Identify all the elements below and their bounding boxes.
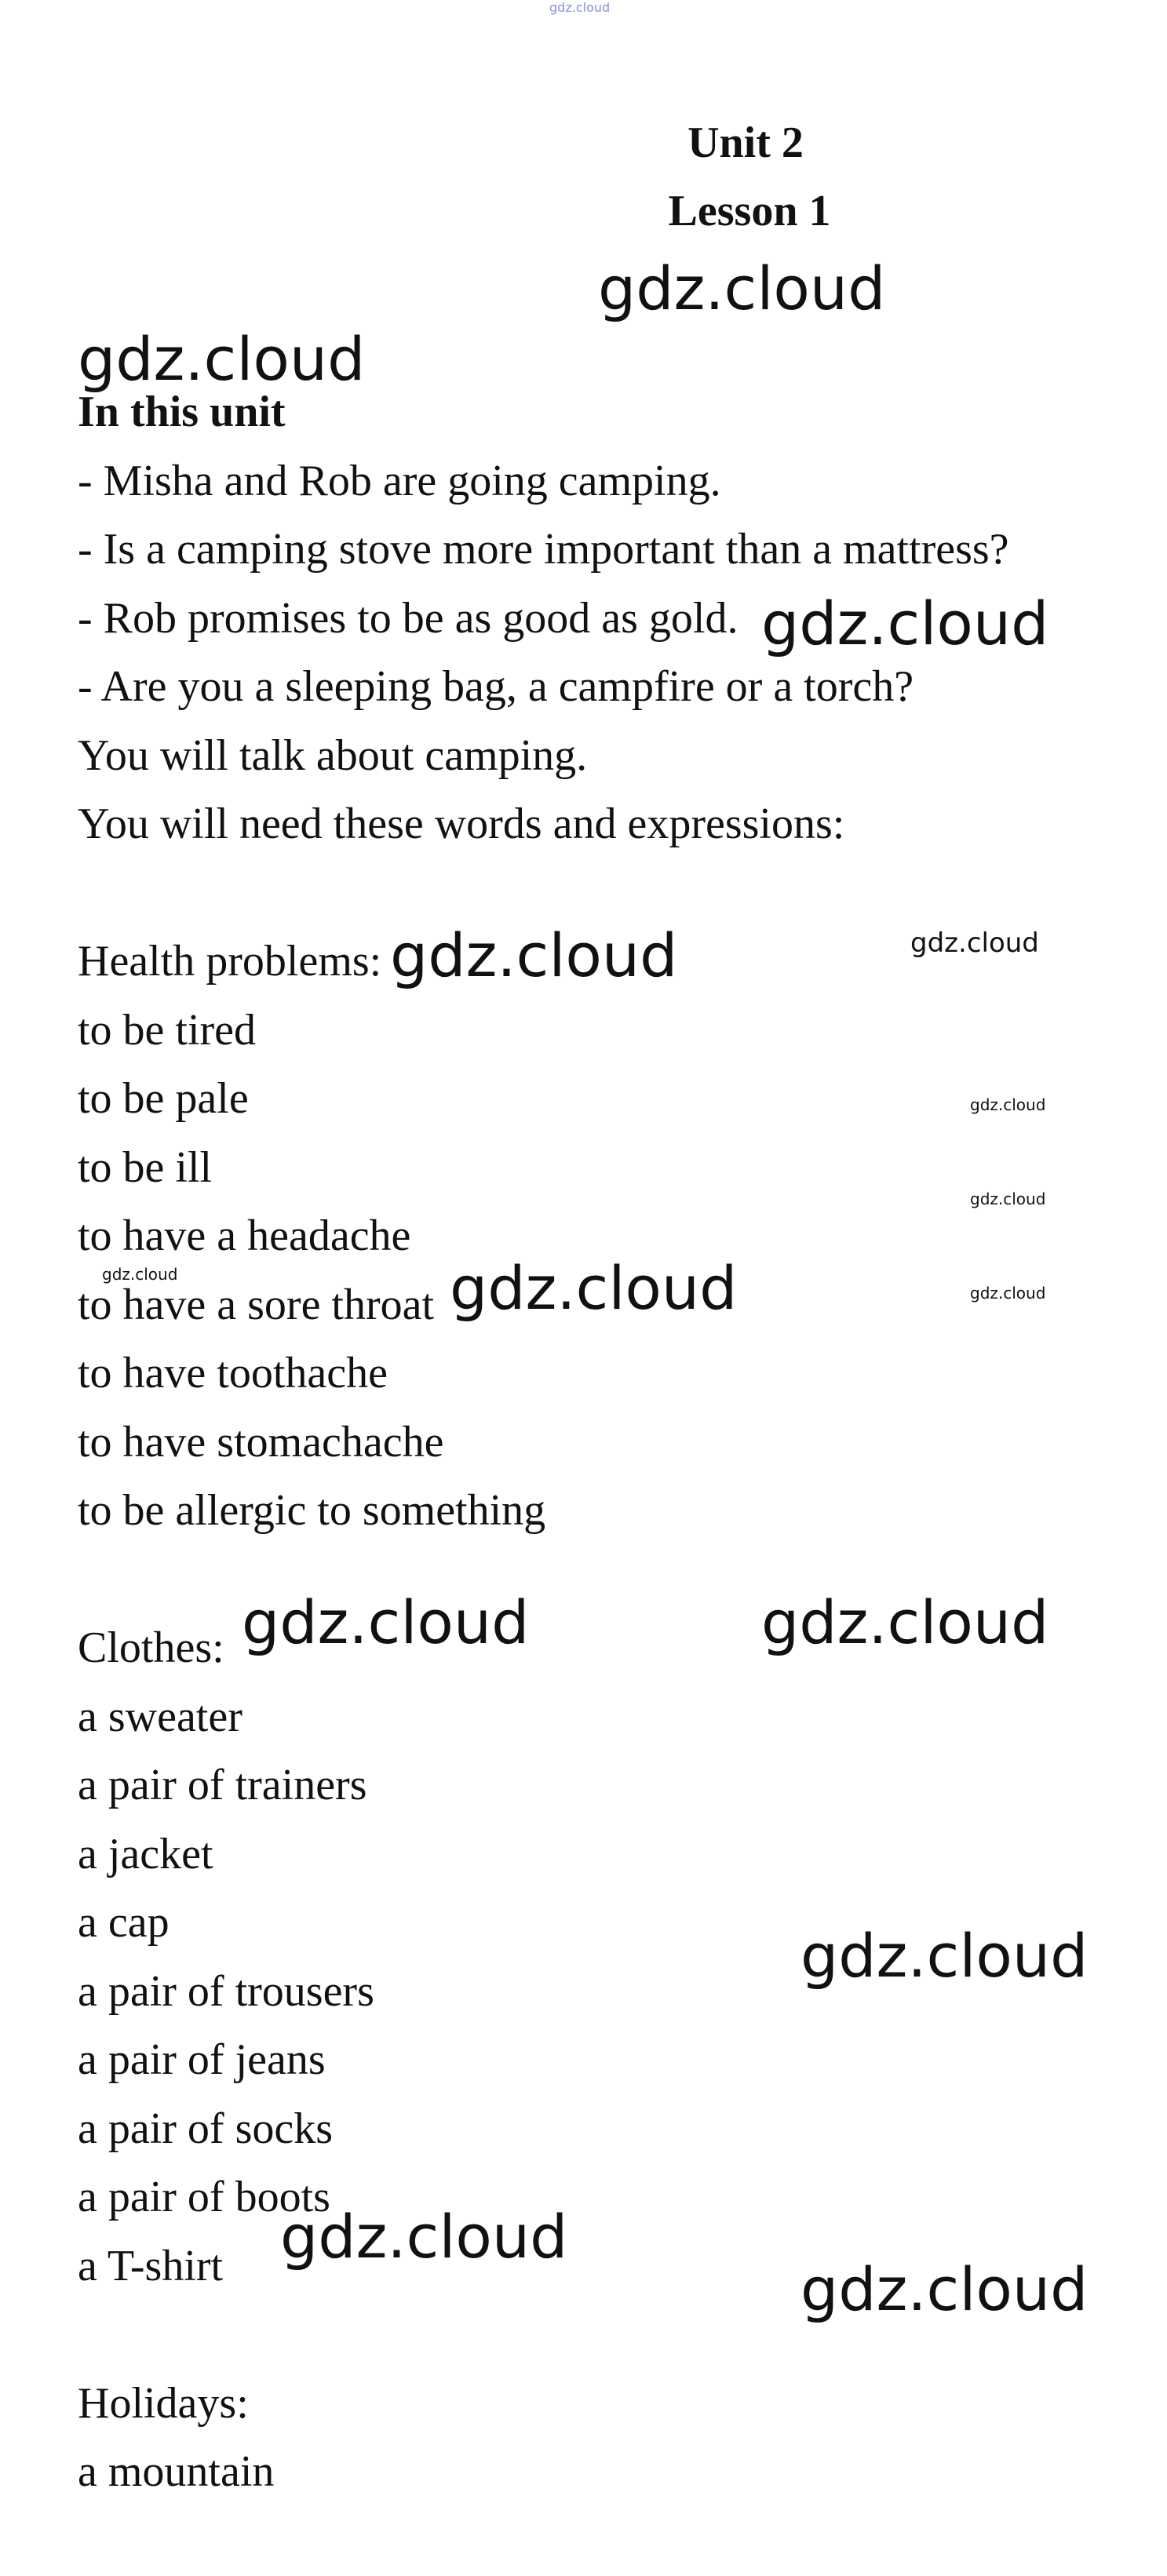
watermark: gdz.cloud [910, 927, 1039, 959]
lesson-title: Lesson 1 [668, 187, 831, 235]
watermark: gdz.cloud [800, 2254, 1089, 2324]
holidays-heading: Holidays: [78, 2379, 249, 2428]
clothes-item: a pair of socks [78, 2104, 334, 2153]
health-item: to be tired [78, 1006, 257, 1055]
intro-item: - Misha and Rob are going camping. [78, 457, 721, 505]
health-item: to have stomachache [78, 1418, 444, 1467]
clothes-item: a pair of boots [78, 2173, 330, 2221]
clothes-item: a sweater [78, 1692, 243, 1741]
watermark: gdz.cloud [598, 253, 886, 323]
holidays-item: a mountain [78, 2447, 275, 2496]
watermark: gdz.cloud [390, 920, 678, 990]
health-item: to have toothache [78, 1349, 388, 1397]
clothes-item: a cap [78, 1898, 170, 1947]
clothes-item: a pair of trousers [78, 1967, 374, 2016]
watermark: gdz.cloud [280, 2202, 568, 2272]
intro-item: - Is a camping stove more important than a mattress? [78, 525, 1009, 574]
clothes-item: a T-shirt [78, 2242, 224, 2290]
clothes-item: a pair of trainers [78, 1761, 367, 1809]
watermark: gdz.cloud [970, 1095, 1046, 1114]
health-item: to be pale [78, 1074, 249, 1123]
watermark: gdz.cloud [78, 324, 366, 394]
talk-line: You will talk about camping. [78, 731, 588, 780]
intro-heading: In this unit [78, 388, 286, 436]
unit-title: Unit 2 [687, 118, 804, 167]
clothes-heading: Clothes: [78, 1623, 224, 1672]
intro-item: - Rob promises to be as good as gold. [78, 594, 738, 643]
need-line: You will need these words and expressions: [78, 800, 845, 848]
watermark: gdz.cloud [450, 1253, 738, 1323]
watermark: gdz.cloud [970, 1284, 1046, 1303]
health-item: to have a headache [78, 1211, 411, 1260]
intro-item: - Are you a sleeping bag, a campfire or a torch? [78, 662, 914, 711]
health-item: to be allergic to something [78, 1486, 546, 1535]
health-item: to have a sore throat [78, 1281, 435, 1329]
clothes-item: a pair of jeans [78, 2035, 326, 2084]
watermark: gdz.cloud [761, 1587, 1049, 1657]
watermark: gdz.cloud [761, 588, 1049, 658]
watermark: gdz.cloud [970, 1190, 1046, 1208]
watermark: gdz.cloud [800, 1921, 1089, 1991]
watermark: gdz.cloud [102, 1265, 178, 1284]
health-item: to be ill [78, 1143, 213, 1192]
watermark: gdz.cloud [242, 1587, 530, 1657]
clothes-item: a jacket [78, 1830, 213, 1878]
health-heading: Health problems: [78, 937, 382, 986]
site-mark: gdz.cloud [549, 0, 611, 15]
